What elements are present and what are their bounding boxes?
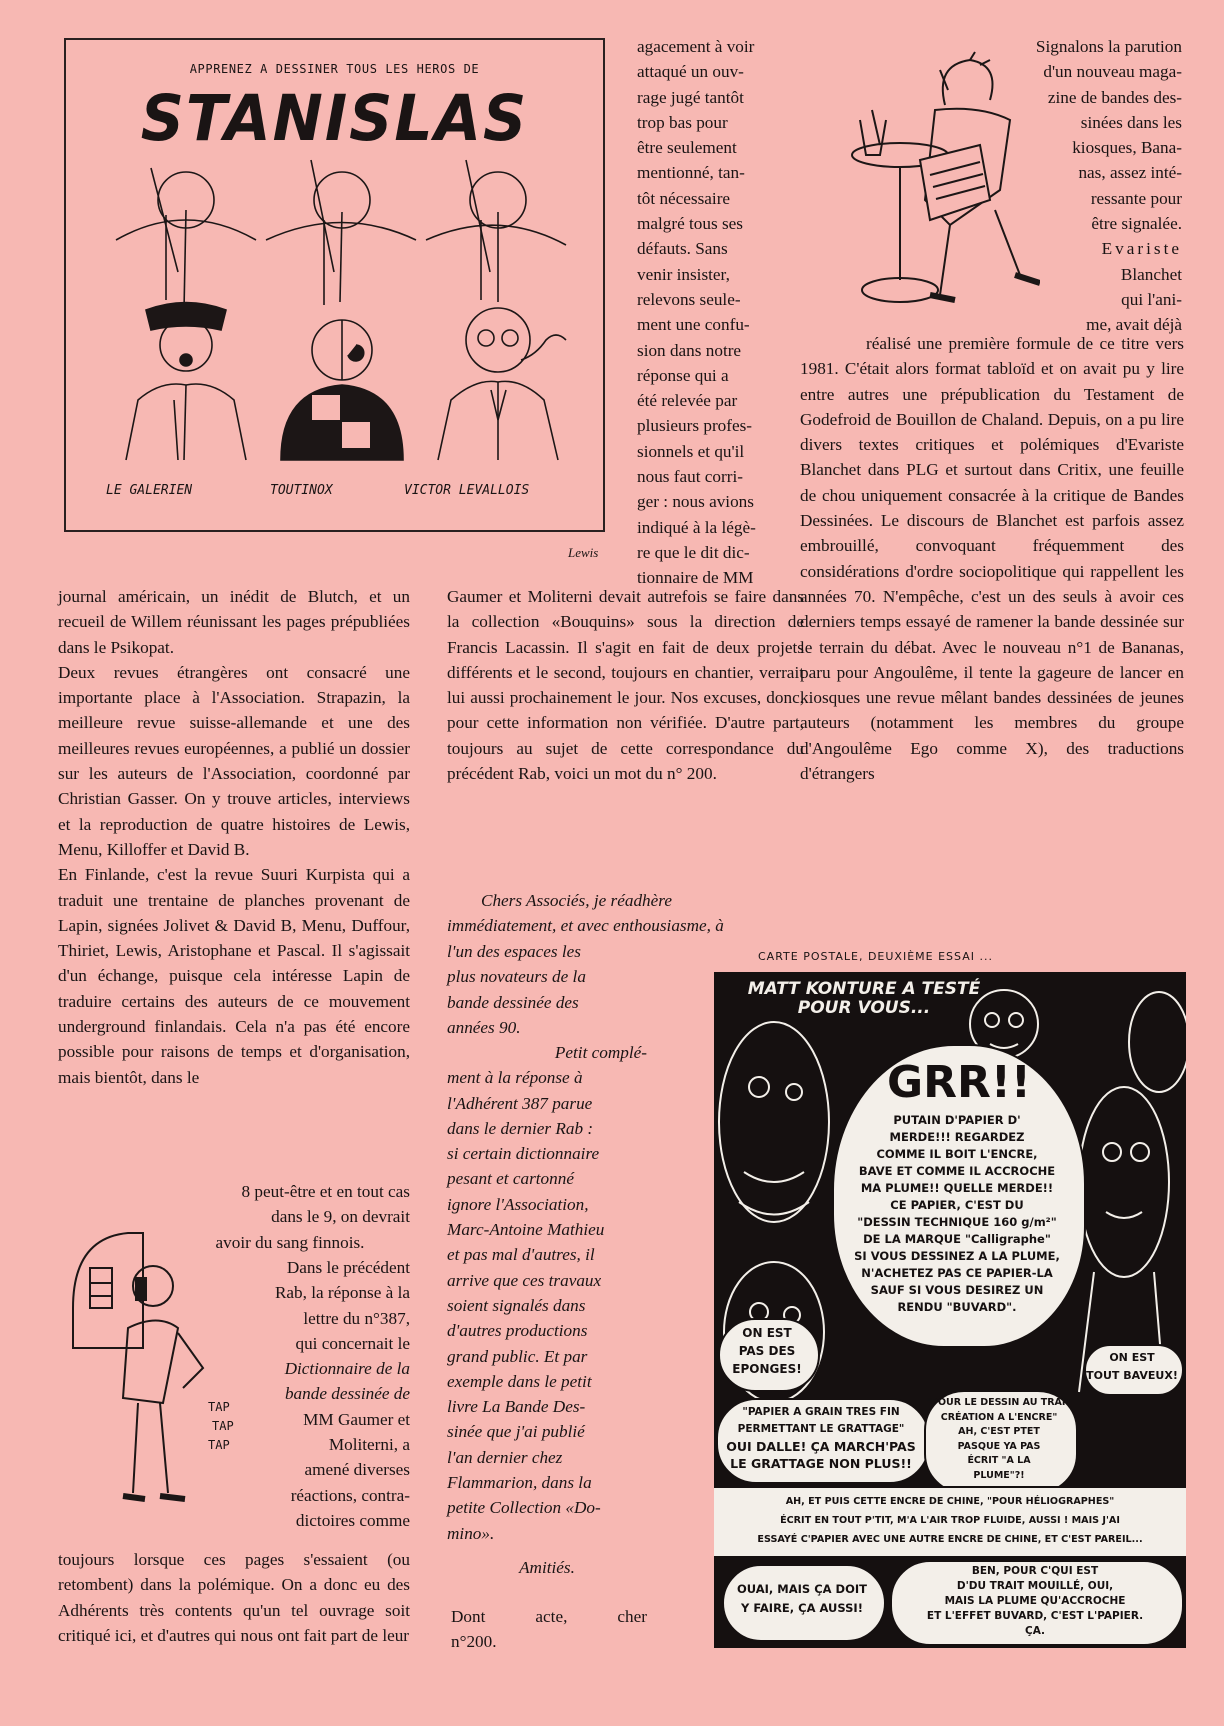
text-line: l'an dernier chez xyxy=(447,1447,563,1467)
text-line: PAS DES xyxy=(738,1344,796,1358)
letter-opening xyxy=(447,888,804,939)
text-line: Chers Associés, je réadhère xyxy=(481,891,672,910)
text-line: Marc-Antoine Mathieu xyxy=(447,1220,605,1240)
ouai-text xyxy=(722,1580,882,1618)
text-line: plus novateurs de la xyxy=(447,967,586,987)
text-line: OUI DALLE! ÇA MARCH'PAS xyxy=(726,1439,916,1454)
konture-postcard xyxy=(714,972,1186,1648)
text-line: Blanchet xyxy=(1120,264,1182,284)
right-column-main: réalisé une première formule de ce titre vers 1981. C'était alors format tabloïd et on avait pu y lire entre autres une prépublication du Testament de Godefroid de Bouillon de Chaland. Depuis, on a pu lire divers textes critiques et polémiques d'Evariste Blanchet dans PLG et surtout dans Critix, une feuille de chou uniquement consacrée à la critique de Bandes Dessinées. Le discours de Blanchet est parfois assez embrouillé, convoquant fréquemment des considérations d'ordre sociopolitique qui rappellent les années 70. N'empêche, c'est un des seuls à avoir ces derniers temps essayé de ramener la bande dessinée sur le terrain du débat. Avec le nouveau n°1 de Bananas, paru pour Angoulême, il tente la gageure de lancer en kiosques une revue mêlant bandes dessinées de jeunes auteurs (notamment les membres du groupe d'Angoulême Ego comme X), des traductions d'étrangers xyxy=(800,334,1184,784)
grr-shout: GRR!! xyxy=(886,1057,1031,1108)
text-line: ON EST xyxy=(1109,1351,1155,1364)
ad-kicker: APPRENEZ A DESSINER TOUS LES HEROS DE xyxy=(189,62,480,76)
text-line: TOUT BAVEUX! xyxy=(1086,1369,1178,1382)
right-column-top xyxy=(840,34,1182,338)
postcard-banner: MATT KONTURE A TESTÉ POUR VOUS... xyxy=(747,979,981,1018)
text-line: Moliterni, a xyxy=(328,1435,410,1455)
text-line: trop bas pour xyxy=(637,112,728,132)
phone-caller-illustration xyxy=(68,1228,218,1518)
text-line: "DESSIN TECHNIQUE 160 g/m²" xyxy=(857,1215,1057,1229)
text-line: et pas mal d'autres, il xyxy=(447,1245,595,1265)
text-line: Dont acte, cher xyxy=(451,1607,647,1626)
text-line: nous faut corri- xyxy=(637,467,743,487)
text-line: ment à la réponse à xyxy=(447,1068,583,1088)
text-line: Dictionnaire de la xyxy=(284,1359,410,1379)
rant-text xyxy=(832,1112,1082,1316)
paragraph: Deux revues étrangères ont consacré une importante place à l'Association. Strapazin, la meilleure revue suisse-allemande et une des meilleures revues européennes, a publié un dossier sur les auteurs de l'Association, coordonné par Christian Gasser. On y trouve articles, interviews et la reproduction de quatre histoires de Lewis, Menu, Killoffer et David B. xyxy=(58,662,410,859)
text-line: ESSAYÉ C'PAPIER AVEC UNE AUTRE ENCRE DE CHINE, ET C'EST PAREIL... xyxy=(757,1534,1143,1545)
text-line: qui concernait le xyxy=(295,1333,410,1353)
text-line: PASQUE YA PAS xyxy=(957,1440,1041,1452)
text-line: rage jugé tantôt xyxy=(637,87,744,107)
text-line: tionnaire de MM xyxy=(637,568,754,588)
text-line: immédiatement, et avec enthousiasme, à xyxy=(447,916,724,936)
caption-levallois: VICTOR LEVALLOIS xyxy=(404,483,530,498)
text-line: CRÉATION A L'ENCRE" xyxy=(940,1411,1058,1423)
text-line: nas, assez inté- xyxy=(1078,163,1182,183)
text-line: ON EST xyxy=(742,1326,792,1340)
text-line: d'un nouveau maga- xyxy=(1043,62,1182,82)
left-column-narrow xyxy=(200,1255,410,1533)
text-line: "POUR LE DESSIN AU TRAIT xyxy=(926,1397,1072,1408)
text-line: AH, ET PUIS CETTE ENCRE DE CHINE, "POUR HÉLIOGRAPHES" xyxy=(785,1496,1115,1507)
text-line: réponse qui a xyxy=(637,365,729,385)
text-line: grand public. Et par xyxy=(447,1346,588,1366)
text-line: MERDE!!! REGARDEZ xyxy=(889,1130,1025,1144)
text-line: être seulement xyxy=(637,138,737,158)
text-line: PERMETTANT LE GRATTAGE" xyxy=(737,1423,905,1435)
text-line: N'ACHETEZ PAS CE PAPIER-LA xyxy=(861,1266,1053,1280)
text-line: l'Adhérent 387 parue xyxy=(447,1093,593,1113)
letter-signoff: Amitiés. xyxy=(519,1558,575,1577)
text-line: 8 peut-être et en tout cas xyxy=(241,1182,410,1201)
text-line: EPONGES! xyxy=(732,1362,802,1376)
text-line: ÇA. xyxy=(1024,1625,1045,1637)
text-line: kiosques, Bana- xyxy=(1072,138,1182,158)
text-line: Signalons la parution xyxy=(1035,37,1182,56)
text-line: COMME IL BOIT L'ENCRE, xyxy=(876,1147,1038,1161)
text-line: Rab, la réponse à la xyxy=(274,1283,410,1303)
text-line: re que le dit dic- xyxy=(637,542,750,562)
stanislas-ad xyxy=(64,38,605,532)
text-line: ment une confu- xyxy=(637,315,750,335)
text-line: PLUME"?! xyxy=(973,1469,1025,1481)
postcard-header: CARTE POSTALE, DEUXIÈME ESSAI ... xyxy=(758,950,993,963)
text-line: n°200. xyxy=(451,1632,497,1652)
text-line: sinée que j'ai publié xyxy=(447,1422,585,1442)
sfx-tap: TAP xyxy=(208,1438,230,1452)
text-line: AH, C'EST PTET xyxy=(958,1426,1040,1437)
text-line: l'un des espaces les xyxy=(447,942,581,961)
paragraph: journal américain, un inédit de Blutch, et un recueil de Willem réunissant les pages prépubliées dans le Psikopat. xyxy=(58,587,410,657)
text-line: réactions, contra- xyxy=(290,1485,410,1505)
eponges-text xyxy=(718,1324,816,1378)
text-line: mino». xyxy=(447,1523,495,1543)
left-column xyxy=(58,584,410,1090)
encre-text xyxy=(714,1492,1186,1549)
text-line: BEN, POUR C'QUI EST xyxy=(971,1565,1099,1577)
text-line: D'DU TRAIT MOUILLÉ, OUI, xyxy=(956,1580,1114,1592)
text-line: été relevée par xyxy=(637,391,738,411)
letter-addendum xyxy=(447,1040,647,1546)
text-line: si certain dictionnaire xyxy=(447,1144,600,1164)
caption-galerien: LE GALERIEN xyxy=(106,483,193,498)
text-line: ET L'EFFET BUVARD, C'EST L'PAPIER. xyxy=(926,1610,1144,1622)
text-line: d'autres productions xyxy=(447,1321,588,1341)
text-line: sinées dans les xyxy=(1080,112,1182,132)
letter-continued xyxy=(447,939,647,1040)
text-line: lettre du n°387, xyxy=(303,1308,410,1328)
hero-drawings-illustration xyxy=(66,40,603,530)
left-column-bottom: toujours lorsque ces pages s'essaient (ou retombent) dans la polémique. On a donc eu des Adhérents très contents qu'un tel ouvrage soit critiqué ici, et d'autres qui nous ont fait part de leur xyxy=(58,1550,410,1645)
sfx-tap: TAP xyxy=(208,1400,230,1414)
text-line: venir insister, xyxy=(637,264,730,284)
text-line: ger : nous avions xyxy=(637,492,754,512)
text-line: OUAI, MAIS ÇA DOIT xyxy=(736,1582,867,1596)
text-line: ignore l'Association, xyxy=(447,1194,589,1214)
text-line: avoir du sang finnois. xyxy=(215,1232,365,1252)
text-line: pesant et cartonné xyxy=(447,1169,574,1189)
text-line: années 90. xyxy=(447,1017,521,1037)
ben-text xyxy=(890,1564,1180,1639)
paragraph: En Finlande, c'est la revue Suuri Kurpista qui a traduit une trentaine de planches provenant de Lapin, signées Jolivet & David B, Menu, Duffour, Thiriet, Lewis, Aristophane et Pascal. Il s'agissait d'un échange, puisque cela intéresse Lapin de traduire certains des auteurs de ce mouvement underground finlandais. Cela n'a pas été encore possible pour raisons de temps et d'organisation, mais bientôt, dans le xyxy=(58,865,410,1087)
text-line: Dans le précédent xyxy=(286,1258,410,1277)
text-line: amené diverses xyxy=(304,1460,410,1480)
text-line: MM Gaumer et xyxy=(303,1409,410,1429)
text-line: MAIS LA PLUME QU'ACCROCHE xyxy=(944,1595,1126,1607)
text-line: LE GRATTAGE NON PLUS!! xyxy=(730,1456,912,1471)
dessin-text xyxy=(924,1396,1074,1483)
text-line: Petit complé- xyxy=(554,1043,647,1062)
grain-text xyxy=(716,1404,926,1472)
text-line: bande dessinée des xyxy=(447,992,579,1012)
text-line: indiqué à la légè- xyxy=(637,517,756,537)
text-line: livre La Bande Des- xyxy=(447,1397,586,1417)
text-line: ÉCRIT EN TOUT P'TIT, M'A L'AIR TROP FLUIDE, AUSSI ! MAIS J'AI xyxy=(780,1515,1120,1526)
text-line: me, avait déjà xyxy=(1086,315,1182,335)
text-line: RENDU "BUVARD". xyxy=(897,1300,1017,1314)
closing-remark xyxy=(451,1604,647,1655)
text-line: mentionné, tan- xyxy=(637,163,745,183)
text-line: être signalée. xyxy=(1091,214,1182,234)
text-line: petite Collection «Do- xyxy=(447,1498,601,1518)
text-line: Y FAIRE, ÇA AUSSI! xyxy=(741,1601,863,1615)
illustration-credit: Lewis xyxy=(568,545,599,560)
text-line: Flammarion, dans la xyxy=(447,1473,592,1493)
text-line: soient signalés dans xyxy=(447,1295,586,1315)
text-line: dans le 9, on devrait xyxy=(271,1207,410,1227)
text-line: tôt nécessaire xyxy=(637,188,731,208)
text-line: "PAPIER A GRAIN TRES FIN xyxy=(742,1406,900,1418)
text-line: bande dessinée de xyxy=(284,1384,410,1404)
text-line: défauts. Sans xyxy=(637,239,728,259)
text-line: relevons seule- xyxy=(637,289,741,309)
text-line: plusieurs profes- xyxy=(637,416,753,436)
text-line: malgré tous ses xyxy=(637,214,743,234)
text-line: DE LA MARQUE "Calligraphe" xyxy=(863,1232,1051,1246)
text-line: exemple dans le petit xyxy=(447,1371,592,1391)
middle-column-main: Gaumer et Moliterni devait autrefois se faire dans la collection «Bouquins» sous la direction de Francis Lacassin. Il s'agit en fait de deux projets différents et le second, toujours en chantier, verrait lui aussi prochainement le jour. Nos excuses, donc, pour cette information non vérifiée. D'autre part, toujours au sujet de cette correspondance du précédent Rab, voici un mot du n° 200. xyxy=(447,587,804,784)
text-line: attaqué un ouv- xyxy=(637,62,744,82)
text-line: SI VOUS DESSINEZ A LA PLUME, xyxy=(854,1249,1060,1263)
text-line: BAVE ET COMME IL ACCROCHE xyxy=(858,1164,1056,1178)
text-line: arrive que ces travaux xyxy=(447,1270,602,1290)
text-line: dans le dernier Rab : xyxy=(447,1118,594,1138)
text-line: agacement à voir xyxy=(637,37,755,56)
text-line: PUTAIN D'PAPIER D' xyxy=(893,1113,1021,1127)
baveux-text xyxy=(1084,1349,1180,1385)
text-line: CE PAPIER, C'EST DU xyxy=(890,1198,1024,1212)
caption-toutinox: TOUTINOX xyxy=(270,483,333,498)
text-line: qui l'ani- xyxy=(1121,289,1182,309)
text-line: Evariste xyxy=(1101,239,1182,259)
text-line: SAUF SI VOUS DESIREZ UN xyxy=(870,1283,1044,1297)
ad-title: STANISLAS xyxy=(140,82,529,156)
text-line: ÉCRIT "A LA xyxy=(967,1455,1031,1466)
text-line: ressante pour xyxy=(1090,188,1182,208)
text-line: dictoires comme xyxy=(295,1510,410,1530)
text-line: zine de bandes des- xyxy=(1047,87,1182,107)
sfx-tap: TAP xyxy=(212,1419,234,1433)
text-line: sionnels et qu'il xyxy=(637,441,745,461)
text-line: sion dans notre xyxy=(637,340,742,360)
middle-column-top xyxy=(637,34,795,591)
text-line: MA PLUME!! QUELLE MERDE!! xyxy=(860,1181,1054,1195)
